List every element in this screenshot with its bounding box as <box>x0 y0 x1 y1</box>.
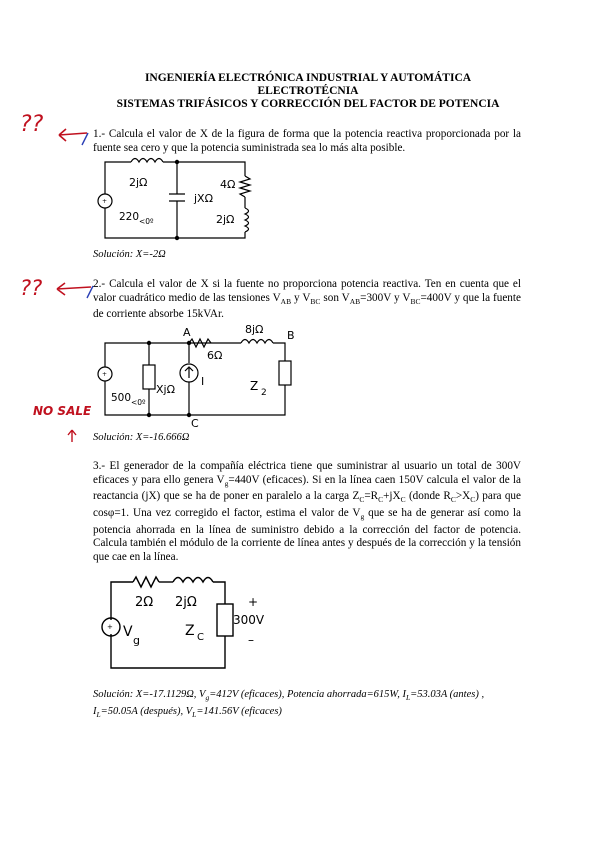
arrow-annotation-2 <box>53 280 95 300</box>
problem-3-solution <box>93 688 523 721</box>
circuit-2-reactance-label: XjΩ <box>156 383 175 396</box>
subscript: L <box>192 709 197 719</box>
problem-3-text-part: ) para que cosφ=1. Una vez corregido el factor, estima el valor de V <box>93 490 521 519</box>
problem-3-number: 3.- <box>93 460 106 472</box>
problem-3-text <box>93 460 521 564</box>
subscript: L <box>405 693 411 703</box>
no-sale-annotation: NO SALE <box>33 404 92 418</box>
circuit-1-source-label: 220 <box>119 211 140 223</box>
circuit-3-resistor-label: 2Ω <box>135 595 154 610</box>
circuit-1-resistor-label: 4Ω <box>220 178 236 191</box>
arrow-annotation-1 <box>55 125 91 147</box>
subscript: g <box>205 693 210 703</box>
circuit-2-source-label: 500 <box>111 392 132 404</box>
circuit-2-load-subscript: 2 <box>261 388 267 398</box>
circuit-3-inductor-label: 2jΩ <box>175 595 197 610</box>
subscript: AB <box>349 296 361 306</box>
problem-1-number: 1.- <box>93 128 106 140</box>
problem-2-number: 2.- <box>93 278 106 290</box>
solution-part: =141.56V (eficaces) <box>196 705 282 717</box>
question-mark-annotation-2: ?? <box>20 276 43 300</box>
subscript: g <box>360 512 365 522</box>
header-line-1: INGENIERÍA ELECTRÓNICA INDUSTRIAL Y AUTOMÁTICA <box>144 72 472 84</box>
circuit-2-node-c: C <box>191 417 199 428</box>
circuit-3-load-label: Z <box>185 623 195 639</box>
problem-2-text-part: =300V y V <box>360 291 411 304</box>
subscript: L <box>96 709 101 719</box>
circuit-2-current-source-label: I <box>201 375 205 388</box>
circuit-2-source-angle: <0º <box>131 398 146 407</box>
problem-3-text-part: =440V (eficaces). Si en la línea caen 150V calcula el valor de la reactancia (jX) que se ha de poner en paralelo a la carga Z <box>93 473 521 503</box>
subscript: C <box>359 495 365 505</box>
subscript: BC <box>310 296 321 306</box>
circuit-3-diagram <box>93 568 293 676</box>
circuit-1-inductor-label: 2jΩ <box>129 176 148 189</box>
subscript: g <box>224 478 229 488</box>
circuit-3-source-label: V <box>123 624 133 640</box>
circuit-3-minus-sign: – <box>248 633 254 647</box>
problem-3-text-part: =R <box>364 490 379 503</box>
solution-part: =412V (eficaces), Potencia ahorrada=615W, I <box>209 689 406 700</box>
question-mark-annotation-1: ?? <box>20 112 44 137</box>
circuit-3-voltage-label: 300V <box>233 613 265 627</box>
circuit-1-capacitor-label: jXΩ <box>194 192 213 205</box>
problem-3-text-part: El generador de la compañía eléctrica tiene que suministrar al usuario un total de 300V eficaces y para ello genera V <box>93 460 522 486</box>
subscript: C <box>470 495 476 505</box>
subscript: AB <box>280 296 292 306</box>
problem-1-statement: Calcula el valor de X de la figura de forma que la potencia reactiva proporcionada por la fuente sea cero y que la potencia suministrada sea lo más alta posible. <box>93 128 521 154</box>
problem-2-text-part: son V <box>320 291 350 304</box>
problem-3-text-part: que se ha de generar así como la potencia ahorrada en la línea de suministro debido a la corrección del factor de potencia. Calcula también el módulo de la corriente de línea antes y después de la corrección y la tensión que cae en la línea. <box>93 506 521 563</box>
problem-2-text <box>93 278 521 322</box>
problem-2-text-part: y V <box>291 291 311 304</box>
problem-3-text-part: (donde R <box>405 490 451 503</box>
header-line-2: ELECTROTÉCNIA <box>257 85 359 97</box>
subscript: C <box>400 495 406 505</box>
circuit-2-diagram <box>93 323 308 428</box>
caret-annotation <box>66 428 78 444</box>
subscript: C <box>378 495 384 505</box>
problem-1-text <box>93 128 521 155</box>
circuit-1-diagram <box>93 156 268 246</box>
solution-part: =50.05A (después), V <box>100 705 193 717</box>
svg-text:+: + <box>107 623 113 631</box>
subscript: BC <box>410 296 421 306</box>
problem-2-text-part: Calcula el valor de X si la fuente no proporciona potencia reactiva. Ten en cuenta que el valor cuadrático medio de las tensiones V <box>93 278 522 304</box>
problem-1-solution: Solución: X=-2Ω <box>93 249 166 260</box>
problem-2-solution: Solución: X=-16.666Ω <box>93 432 190 443</box>
svg-text:+: + <box>102 371 108 378</box>
problem-3-text-part: >X <box>455 490 471 503</box>
svg-text:+: + <box>102 198 108 205</box>
circuit-2-node-a: A <box>183 326 191 339</box>
problem-3-text-part: +jX <box>383 490 401 503</box>
problem-2-text-part: =400V y que la fuente de corriente absorbe 15kVAr. <box>93 291 521 321</box>
circuit-2-inductor-label: 8jΩ <box>245 323 264 336</box>
circuit-2-resistor-label: 6Ω <box>207 349 223 362</box>
circuit-3-load-subscript: C <box>197 632 204 643</box>
circuit-1-inductor-2-label: 2jΩ <box>216 213 235 226</box>
circuit-2-node-b: B <box>287 329 295 342</box>
subscript: C <box>450 495 456 505</box>
solution-part: Solución: X=-17.1129Ω, V <box>93 689 206 700</box>
circuit-3-source-subscript: g <box>133 634 140 647</box>
circuit-3-plus-sign: + <box>248 595 259 609</box>
header-line-3: SISTEMAS TRIFÁSICOS Y CORRECCIÓN DEL FACTOR DE POTENCIA <box>116 98 500 110</box>
solution-part: =53.03A (antes) , I <box>93 689 485 717</box>
circuit-1-source-angle: <0º <box>139 217 154 226</box>
circuit-2-load-label: Z <box>250 379 259 393</box>
